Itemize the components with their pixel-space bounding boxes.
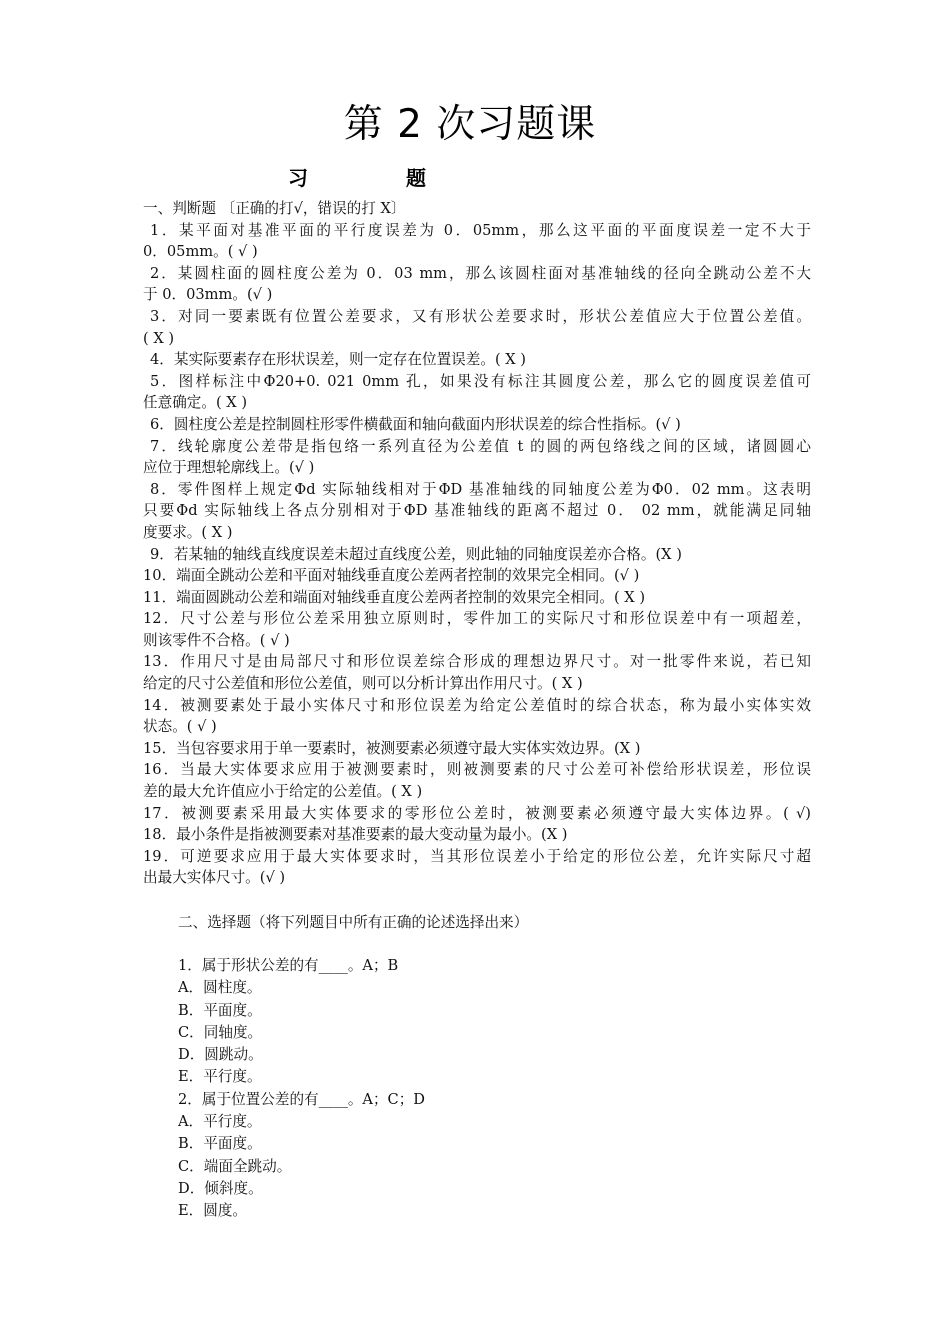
- question-line: 8．零件图样上规定Φd 实际轴线相对于ΦD 基准轴线的同轴度公差为Φ0．02 mm。这表明: [150, 480, 811, 498]
- option-item: C．同轴度。: [178, 1023, 263, 1041]
- question-line: 3．对同一要素既有位置公差要求，又有形状公差要求时，形状公差值应大于位置公差值。: [150, 307, 811, 325]
- option-item: C．端面全跳动。: [178, 1157, 292, 1175]
- option-item: D．圆跳动。: [178, 1046, 263, 1064]
- question-line: 7．线轮廓度公差带是指包络一系列直径为公差值 t 的圆的两包络线之间的区域，诸圆圆心: [150, 437, 811, 455]
- question-line: 13．作用尺寸是由局部尺寸和形位误差综合形成的理想边界尺寸。对一批零件来说，若已知: [143, 653, 811, 671]
- page-title: 第 2 次习题课: [343, 102, 597, 147]
- question-line: 只要Φd 实际轴线上各点分别相对于ΦD 基准轴线的距离不超过 0． 02 mm，就能满足同轴: [143, 502, 811, 520]
- question-line: 差的最大允许值应小于给定的公差值。( X ): [143, 783, 423, 801]
- question-stem: 2．属于位置公差的有____。A；C；D: [178, 1090, 426, 1108]
- question-line: 9．若某轴的轴线直线度误差未超过直线度公差，则此轴的同轴度误差亦合格。(X ): [150, 545, 682, 563]
- question-line: 应位于理想轮廓线上。(√ ): [143, 459, 315, 477]
- option-item: B．平面度。: [178, 1001, 262, 1019]
- question-line: 19．可逆要求应用于最大实体要求时，当其形位误差小于给定的形位公差，允许实际尺寸超: [143, 847, 811, 865]
- option-item: E．平行度。: [178, 1068, 262, 1086]
- question-line: 12．尺寸公差与形位公差采用独立原则时，零件加工的实际尺寸和形位误差中有一项超差，: [143, 610, 811, 628]
- option-item: E．圆度。: [178, 1202, 248, 1220]
- question-line: 15．当包容要求用于单一要素时，被测要素必须遵守最大实体实效边界。(X ): [143, 739, 641, 757]
- question-line: 于 0．03mm。(√ ): [143, 286, 273, 304]
- question-line: 17．被测要素采用最大实体要求的零形位公差时，被测要素必须遵守最大实体边界。( √): [143, 804, 811, 822]
- question-line: 6．圆柱度公差是控制圆柱形零件横截面和轴向截面内形状误差的综合性指标。(√ ): [150, 415, 681, 433]
- option-item: A．圆柱度。: [178, 979, 262, 997]
- question-line: 16．当最大实体要求应用于被测要素时，则被测要素的尺寸公差可补偿给形状误差，形位误: [143, 761, 811, 779]
- true-false-section: [143, 198, 811, 889]
- choice-question-1: [178, 955, 778, 1223]
- option-item: A．平行度。: [178, 1113, 262, 1131]
- option-item: D．倾斜度。: [178, 1179, 263, 1197]
- question-line: ( X ): [143, 329, 175, 347]
- section-subtitle: 习题: [288, 166, 524, 190]
- option-item: B．平面度。: [178, 1135, 262, 1153]
- question-line: 1．某平面对基准平面的平行度误差为 0．05mm，那么这平面的平面度误差一定不大于: [150, 221, 811, 239]
- question-line: 出最大实体尺寸。(√ ): [143, 869, 286, 887]
- question-line: 状态。( √ ): [143, 718, 217, 736]
- question-line: 11．端面圆跳动公差和端面对轴线垂直度公差两者控制的效果完全相同。( X ): [143, 588, 646, 606]
- question-line: 14．被测要素处于最小实体尺寸和形位误差为给定公差值时的综合状态，称为最小实体实效: [143, 696, 811, 714]
- question-line: 度要求。( X ): [143, 523, 233, 541]
- question-line: 18．最小条件是指被测要素对基准要素的最大变动量为最小。(X ): [143, 826, 568, 844]
- question-line: 给定的尺寸公差值和形位公差值，则可以分析计算出作用尺寸。( X ): [143, 675, 583, 693]
- section-heading-choice: 二、选择题（将下列题目中所有正确的论述选择出来）: [178, 914, 529, 931]
- question-line: 2．某圆柱面的圆柱度公差为 0．03 mm，那么该圆柱面对基准轴线的径向全跳动公差不大: [150, 264, 811, 282]
- question-line: 5．图样标注中Φ20+0. 021 0mm 孔，如果没有标注其圆度公差，那么它的圆度误差值可: [150, 372, 811, 390]
- question-line: 则该零件不合格。( √ ): [143, 631, 290, 649]
- question-line: 任意确定。( X ): [143, 394, 248, 412]
- question-line: 4．某实际要素存在形状误差，则一定存在位置误差。( X ): [150, 351, 526, 369]
- section-heading: 一、判断题 〔正确的打√，错误的打 X〕: [143, 200, 406, 217]
- question-stem: 1．属于形状公差的有____。A；B: [178, 957, 399, 974]
- question-line: 0．05mm。( √ ): [143, 243, 258, 261]
- question-line: 10．端面全跳动公差和平面对轴线垂直度公差两者控制的效果完全相同。(√ ): [143, 567, 640, 585]
